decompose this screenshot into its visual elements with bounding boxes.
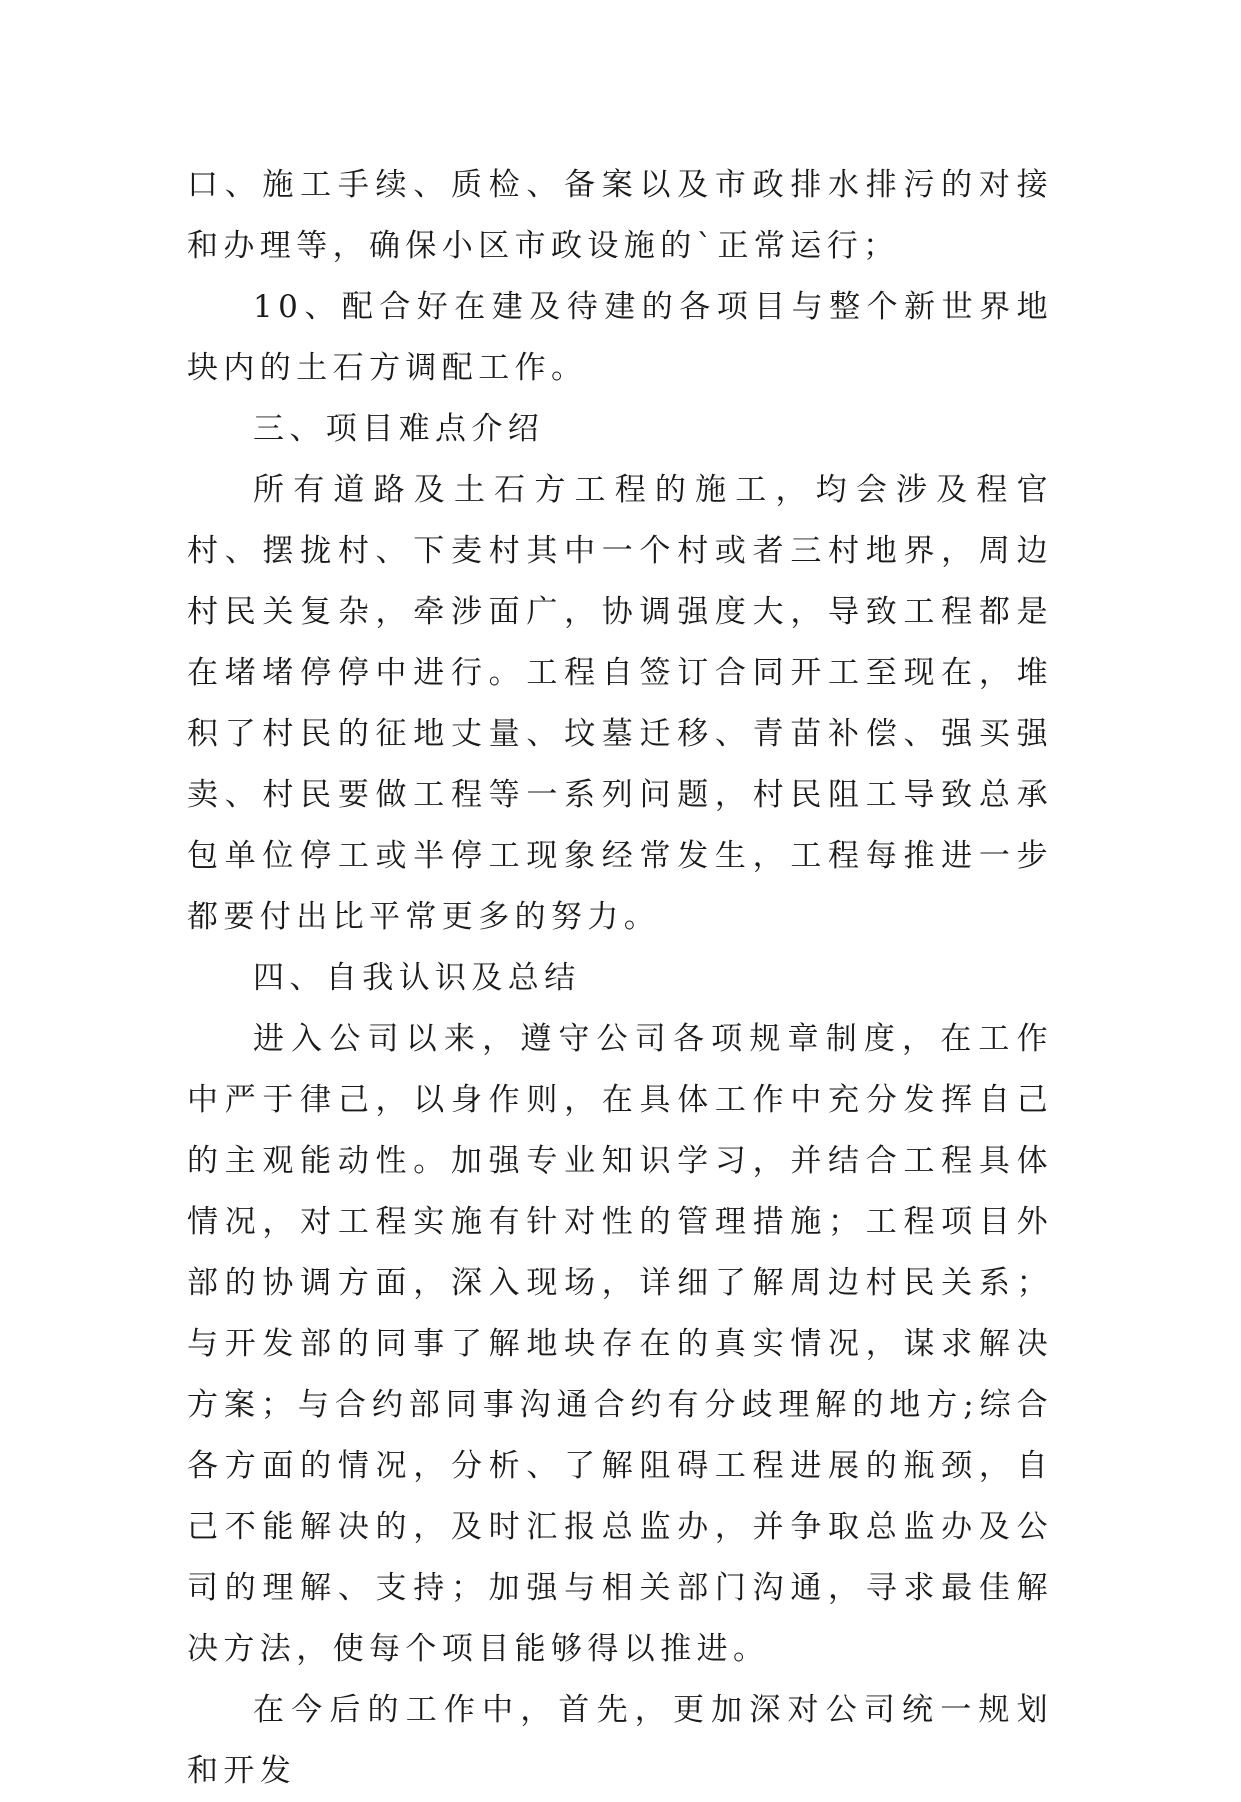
document-body [187,155,1053,1802]
paragraph-item-10: 10、配合好在建及待建的各项目与整个新世界地块内的土石方调配工作。 [187,289,1053,386]
section-heading-self-assessment: 四、自我认识及总结 [253,960,581,996]
paragraph-continuation: 口、施工手续、质检、备案以及市政排水排污的对接和办理等，确保小区市政设施的`正常运行； [187,167,1053,264]
paragraph-difficulties: 所有道路及土石方工程的施工，均会涉及程官村、摆拢村、下麦村其中一个村或者三村地界，周边村民关复杂，牵涉面广，协调强度大，导致工程都是在堵堵停停中进行。工程自签订合同开工至现在，堆积了村民的征地丈量、坟墓迁移、青苗补偿、强买强卖、村民要做工程等一系列问题，村民阻工导致总承包单位停工或半停工现象经常发生，工程每推进一步都要付出比平常更多的努力。 [187,472,1053,935]
paragraph-self-assessment: 进入公司以来，遵守公司各项规章制度，在工作中严于律己，以身作则，在具体工作中充分发挥自己的主观能动性。加强专业知识学习，并结合工程具体情况，对工程实施有针对性的管理措施；工程项目外部的协调方面，深入现场，详细了解周边村民关系；与开发部的同事了解地块存在的真实情况，谋求解决方案；与合约部同事沟通合约有分歧理解的地方;综合各方面的情况，分析、了解阻碍工程进展的瓶颈，自己不能解决的，及时汇报总监办，并争取总监办及公司的理解、支持；加强与相关部门沟通，寻求最佳解决方法，使每个项目能够得以推进。 [187,1021,1053,1667]
paragraph-future-work: 在今后的工作中，首先，更加深对公司统一规划和开发 [187,1692,1053,1789]
section-heading-project-difficulties: 三、项目难点介绍 [253,411,545,447]
